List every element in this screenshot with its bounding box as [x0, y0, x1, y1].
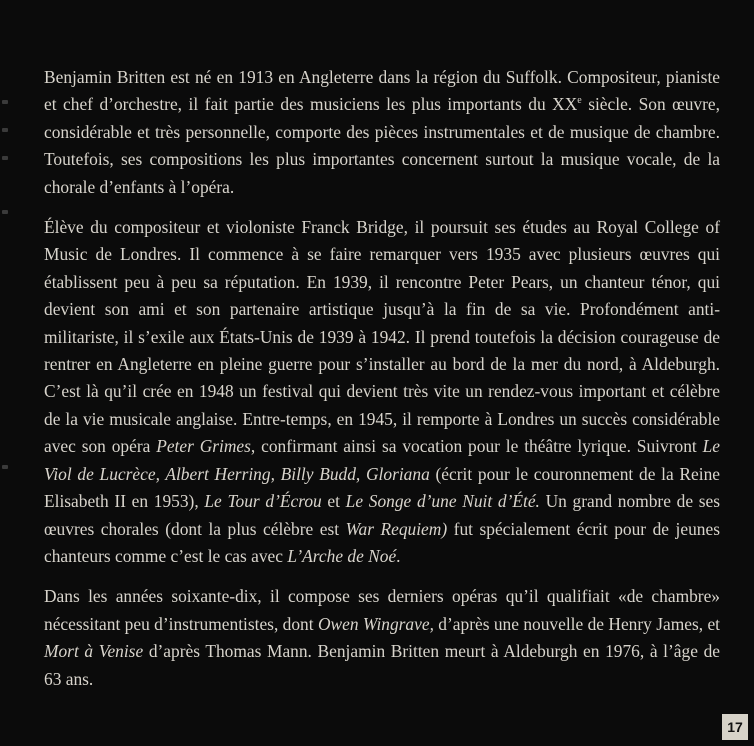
paragraph-2 — [44, 214, 720, 570]
binding-marks — [0, 60, 14, 500]
binding-mark — [2, 210, 8, 214]
work-title: War Requiem) — [345, 518, 448, 539]
paragraph-3-text: d’après une nouvelle de Henry James, et — [433, 613, 720, 634]
paragraph-2-text: . — [396, 545, 401, 566]
paragraph-2-text: Un grand nombre de ses œuvres chorales (dont la plus célèbre est — [44, 491, 720, 539]
paragraph-2-text: fut spécialement écrit pour de jeunes chanteurs comme c’est le cas avec — [44, 518, 720, 566]
binding-mark — [2, 128, 8, 132]
work-title: Owen Wingrave, — [317, 613, 434, 634]
binding-mark — [2, 100, 8, 104]
biography-text — [44, 64, 720, 706]
work-title: L’Arche de Noé — [287, 545, 397, 566]
paragraph-3-text: d’après Thomas Mann. Benjamin Britten meurt à Aldeburgh en 1976, à l’âge de 63 ans. — [44, 641, 720, 689]
century-superscript: e — [577, 95, 582, 107]
work-title: Mort à Venise — [44, 641, 144, 662]
paragraph-1-text: Benjamin Britten est né en 1913 en Angleterre dans la région du Suffolk. Compositeur, pianiste et chef d’orchestre, il fait partie des musiciens les plus importants du XX — [44, 67, 720, 115]
paragraph-2-text: et — [321, 491, 346, 512]
paragraph-1 — [44, 64, 720, 201]
work-title: Le Songe d’une Nuit d’Été. — [345, 491, 540, 512]
work-title: Le Tour d’Écrou — [204, 491, 322, 512]
binding-mark — [2, 156, 8, 160]
binding-mark — [2, 465, 8, 469]
paragraph-3 — [44, 583, 720, 693]
paragraph-2-text: , confirmant ainsi sa vocation pour le théâtre lyrique. Suivront — [250, 436, 703, 457]
paragraph-2-text: (écrit pour le couronnement de la Reine Elisabeth II en 1953), — [44, 463, 720, 512]
work-title: Peter Grimes — [156, 436, 251, 457]
paragraph-3-text: Dans les années soixante-dix, il compose ses derniers opéras qu’il qualifiait «de chambre» nécessitant peu d’instrumentistes, dont — [44, 586, 720, 634]
work-title: Le Viol de Lucrèce, Albert Herring, Billy Budd, Gloriana — [44, 436, 720, 484]
paragraph-1-text: siècle. Son œuvre, considérable et très personnelle, comporte des pièces instrumentales et de musique de chambre. Toutefois, ses compositions les plus importantes concernent surtout la musique vocale, de la chorale d’enfants à l’opéra. — [44, 94, 720, 197]
paragraph-2-text: Élève du compositeur et violoniste Franck Bridge, il poursuit ses études au Royal College of Music de Londres. Il commence à se faire remarquer vers 1935 avec plusieurs œuvres qui établissent peu à peu sa réputation. En 1939, il rencontre Peter Pears, un chanteur ténor, qui devient son ami et son partenaire artistique jusqu’à la fin de sa vie. Profondément anti-militariste, il s’exile aux États-Unis de 1939 à 1942. Il prend toutefois la décision courageuse de rentrer en Angleterre en pleine guerre pour s’installer au bord de la mer du nord, à Aldeburgh. C’est là qu’il crée en 1948 un festival qui devient très vite un rendez-vous important et célèbre de la vie musicale anglaise. Entre-temps, en 1945, il remporte à Londres un succès considérable avec son opéra — [44, 217, 720, 457]
page-number: 17 — [722, 714, 748, 740]
